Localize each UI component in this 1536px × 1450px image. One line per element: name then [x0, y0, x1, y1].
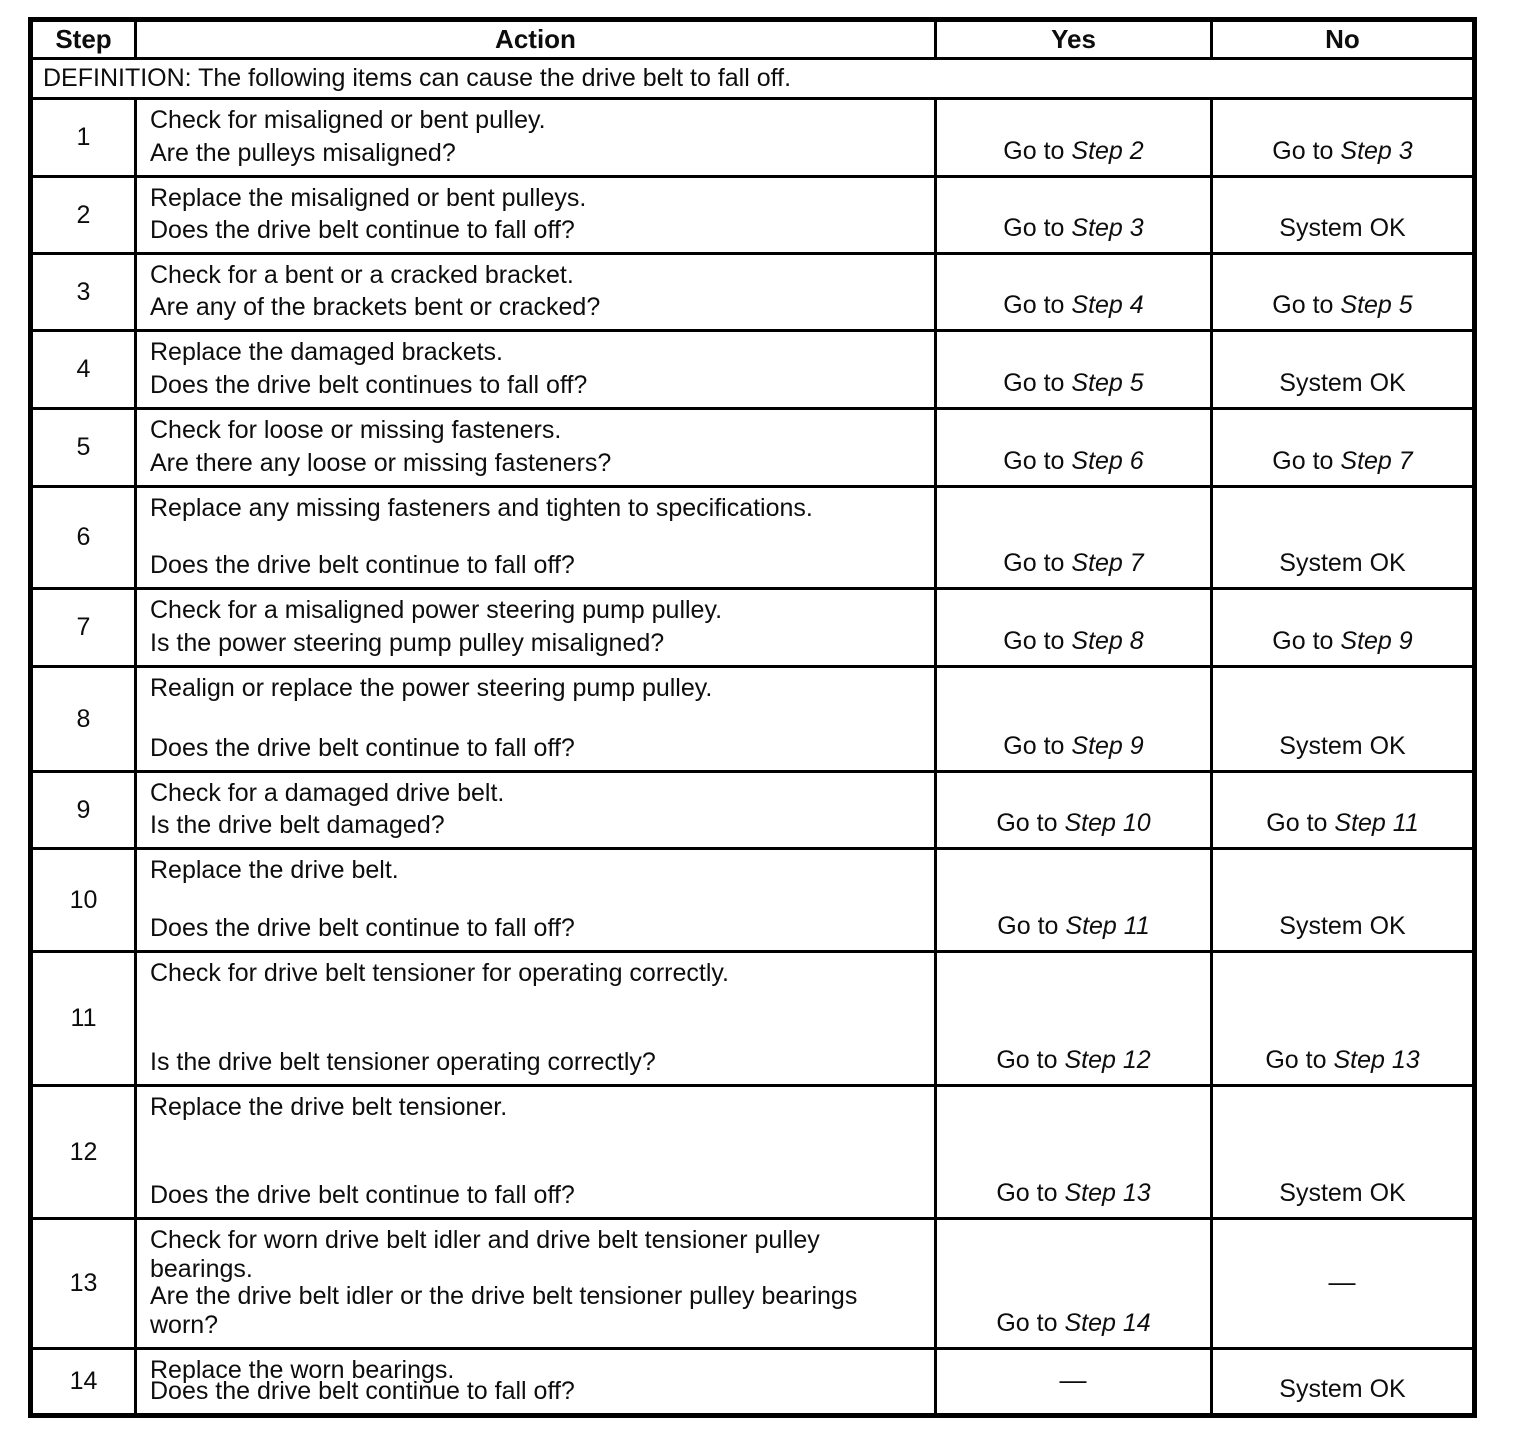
goto-step-ref: Step 6	[1071, 447, 1144, 475]
step-number-cell: 3	[31, 254, 136, 331]
action-statement: Check for a damaged drive belt.	[150, 779, 505, 807]
goto-step-ref: Step 11	[1065, 912, 1150, 940]
goto-prefix: Go to	[996, 1179, 1058, 1207]
table-row	[31, 772, 1475, 849]
action-question: Are the drive belt idler or the drive belt tensioner pulley bearings worn?	[150, 1282, 858, 1339]
yes-cell	[936, 331, 1212, 409]
definition-text: DEFINITION: The following items can cause the drive belt to fall off.	[31, 59, 1475, 99]
action-statement: Check for misaligned or bent pulley.	[150, 106, 546, 134]
goto-step-ref: Step 9	[1071, 732, 1144, 760]
action-statement: Replace the drive belt.	[150, 856, 399, 884]
goto-step-ref: Step 12	[1064, 1046, 1151, 1074]
action-question: Are any of the brackets bent or cracked?	[150, 293, 601, 321]
no-cell	[1212, 667, 1475, 772]
action-question: Is the power steering pump pulley misaligned?	[150, 629, 665, 657]
goto-step-ref: Step 13	[1064, 1179, 1151, 1207]
goto-step-ref: Step 10	[1064, 809, 1151, 837]
action-statement: Check for drive belt tensioner for operating correctly.	[150, 959, 729, 987]
action-statement: Check for a bent or a cracked bracket.	[150, 261, 574, 289]
steps-tbody	[31, 99, 1475, 1416]
yes-cell	[936, 1219, 1212, 1349]
goto-prefix: Go to	[1265, 1046, 1327, 1074]
step-number-cell: 8	[31, 667, 136, 772]
step-number-cell: 7	[31, 589, 136, 667]
result-text: System OK	[1279, 912, 1406, 940]
goto-prefix: Go to	[1003, 291, 1065, 319]
table-row	[31, 849, 1475, 952]
action-cell	[136, 667, 936, 772]
action-statement: Replace the drive belt tensioner.	[150, 1093, 508, 1121]
action-question: Does the drive belt continue to fall off?	[150, 1377, 575, 1405]
goto-prefix: Go to	[996, 1046, 1058, 1074]
goto-step-ref: Step 7	[1071, 549, 1144, 577]
result-text: System OK	[1279, 369, 1406, 397]
yes-cell	[936, 254, 1212, 331]
action-statement: Replace the misaligned or bent pulleys.	[150, 184, 587, 212]
dash-placeholder: —	[1328, 1267, 1357, 1297]
table-row	[31, 331, 1475, 409]
goto-prefix: Go to	[1003, 627, 1065, 655]
table-row	[31, 952, 1475, 1086]
yes-cell	[936, 409, 1212, 487]
action-cell	[136, 952, 936, 1086]
yes-cell	[936, 1349, 1212, 1416]
table-row	[31, 1349, 1475, 1416]
result-text: System OK	[1279, 214, 1406, 242]
goto-step-ref: Step 3	[1071, 214, 1144, 242]
header-action: Action	[136, 20, 936, 59]
header-row	[31, 20, 1475, 59]
goto-prefix: Go to	[1003, 214, 1065, 242]
step-number-cell: 5	[31, 409, 136, 487]
goto-step-ref: Step 5	[1071, 369, 1144, 397]
action-statement: Check for worn drive belt idler and drive belt tensioner pulley bearings.	[150, 1226, 820, 1283]
goto-step-ref: Step 7	[1340, 447, 1413, 475]
goto-prefix: Go to	[1272, 627, 1334, 655]
action-question: Are there any loose or missing fasteners?	[150, 449, 612, 477]
action-question: Does the drive belt continue to fall off?	[150, 734, 575, 762]
step-number-cell: 10	[31, 849, 136, 952]
table-row	[31, 409, 1475, 487]
goto-prefix: Go to	[1266, 809, 1328, 837]
yes-cell	[936, 589, 1212, 667]
action-cell	[136, 254, 936, 331]
step-number-cell: 4	[31, 331, 136, 409]
action-cell	[136, 487, 936, 589]
header-no: No	[1212, 20, 1475, 59]
action-cell	[136, 772, 936, 849]
no-cell	[1212, 772, 1475, 849]
action-question: Are the pulleys misaligned?	[150, 139, 456, 167]
goto-prefix: Go to	[1003, 369, 1065, 397]
goto-step-ref: Step 8	[1071, 627, 1144, 655]
no-cell	[1212, 589, 1475, 667]
yes-cell	[936, 667, 1212, 772]
no-cell	[1212, 409, 1475, 487]
action-statement: Replace the worn bearings.	[150, 1356, 455, 1384]
goto-prefix: Go to	[1272, 137, 1334, 165]
definition-row	[31, 59, 1475, 99]
diagnostic-table	[28, 17, 1477, 1418]
goto-step-ref: Step 11	[1334, 809, 1419, 837]
yes-cell	[936, 487, 1212, 589]
step-number-cell: 2	[31, 177, 136, 254]
result-text: System OK	[1279, 549, 1406, 577]
step-number-cell: 9	[31, 772, 136, 849]
goto-step-ref: Step 3	[1340, 137, 1413, 165]
table-row	[31, 254, 1475, 331]
result-text: System OK	[1279, 1179, 1406, 1207]
table-row	[31, 99, 1475, 177]
action-question: Is the drive belt tensioner operating correctly?	[150, 1048, 656, 1076]
action-cell	[136, 849, 936, 952]
action-question: Is the drive belt damaged?	[150, 811, 445, 839]
yes-cell	[936, 99, 1212, 177]
goto-step-ref: Step 14	[1064, 1309, 1151, 1337]
action-cell	[136, 1086, 936, 1219]
action-cell	[136, 1219, 936, 1349]
goto-prefix: Go to	[1003, 447, 1065, 475]
action-statement: Realign or replace the power steering pump pulley.	[150, 674, 713, 702]
goto-prefix: Go to	[1272, 291, 1334, 319]
goto-step-ref: Step 5	[1340, 291, 1413, 319]
table-row	[31, 177, 1475, 254]
action-question: Does the drive belt continue to fall off?	[150, 914, 575, 942]
step-number-cell: 14	[31, 1349, 136, 1416]
no-cell	[1212, 1219, 1475, 1349]
no-cell	[1212, 1086, 1475, 1219]
action-question: Does the drive belt continue to fall off?	[150, 551, 575, 579]
no-cell	[1212, 99, 1475, 177]
action-statement: Check for a misaligned power steering pump pulley.	[150, 596, 723, 624]
step-number-cell: 6	[31, 487, 136, 589]
action-question: Does the drive belt continue to fall off?	[150, 1181, 575, 1209]
table-row	[31, 487, 1475, 589]
step-number-cell: 11	[31, 952, 136, 1086]
action-question: Does the drive belt continue to fall off?	[150, 216, 575, 244]
goto-prefix: Go to	[1272, 447, 1334, 475]
no-cell	[1212, 952, 1475, 1086]
action-cell	[136, 99, 936, 177]
header-yes: Yes	[936, 20, 1212, 59]
action-cell	[136, 409, 936, 487]
goto-prefix: Go to	[996, 809, 1058, 837]
no-cell	[1212, 254, 1475, 331]
yes-cell	[936, 772, 1212, 849]
action-statement: Replace the damaged brackets.	[150, 338, 503, 366]
result-text: System OK	[1279, 732, 1406, 760]
goto-step-ref: Step 2	[1071, 137, 1144, 165]
no-cell	[1212, 177, 1475, 254]
goto-step-ref: Step 4	[1071, 291, 1144, 319]
goto-prefix: Go to	[996, 1309, 1058, 1337]
table-row	[31, 589, 1475, 667]
dash-placeholder: —	[1059, 1365, 1088, 1395]
table-row	[31, 667, 1475, 772]
table-header	[31, 20, 1475, 99]
action-question: Does the drive belt continues to fall off?	[150, 371, 588, 399]
action-cell	[136, 1349, 936, 1416]
no-cell	[1212, 849, 1475, 952]
action-cell	[136, 589, 936, 667]
yes-cell	[936, 952, 1212, 1086]
header-step: Step	[31, 20, 136, 59]
yes-cell	[936, 177, 1212, 254]
table-row	[31, 1086, 1475, 1219]
action-statement: Check for loose or missing fasteners.	[150, 416, 562, 444]
no-cell	[1212, 487, 1475, 589]
yes-cell	[936, 849, 1212, 952]
goto-prefix: Go to	[1003, 732, 1065, 760]
action-cell	[136, 177, 936, 254]
step-number-cell: 12	[31, 1086, 136, 1219]
step-number-cell: 13	[31, 1219, 136, 1349]
result-text: System OK	[1279, 1375, 1406, 1403]
action-cell	[136, 331, 936, 409]
goto-prefix: Go to	[1003, 549, 1065, 577]
table-row	[31, 1219, 1475, 1349]
goto-step-ref: Step 9	[1340, 627, 1413, 655]
goto-step-ref: Step 13	[1333, 1046, 1420, 1074]
action-statement: Replace any missing fasteners and tighten to specifications.	[150, 494, 813, 522]
goto-prefix: Go to	[1003, 137, 1065, 165]
yes-cell	[936, 1086, 1212, 1219]
no-cell	[1212, 1349, 1475, 1416]
no-cell	[1212, 331, 1475, 409]
step-number-cell: 1	[31, 99, 136, 177]
goto-prefix: Go to	[997, 912, 1059, 940]
